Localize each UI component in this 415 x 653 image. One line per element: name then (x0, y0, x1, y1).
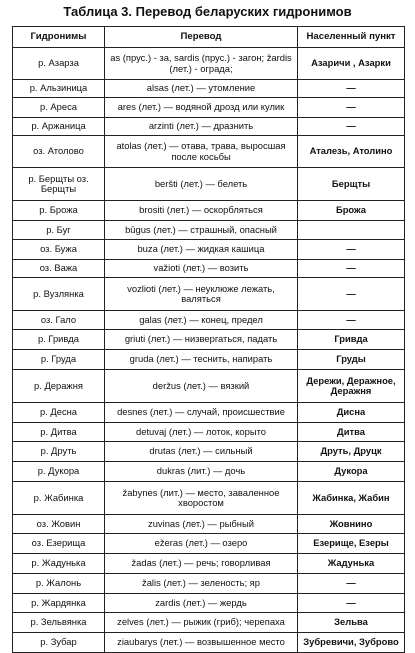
cell-hydronym: р. Жалонь (13, 574, 105, 594)
cell-settlement: Езерище, Езеры (298, 534, 405, 554)
cell-hydronym: р. Ареса (13, 98, 105, 118)
table-row (13, 370, 405, 403)
table-row (13, 613, 405, 633)
table-row (13, 403, 405, 423)
cell-settlement: — (298, 574, 405, 594)
cell-translation: gruda (лет.) — теснить, напирать (105, 350, 298, 370)
cell-settlement: — (298, 240, 405, 260)
cell-translation: zardis (лет.) — жердь (105, 594, 298, 613)
cell-translation: ares (лет.) — водяной дрозд или кулик (105, 98, 298, 118)
cell-settlement: Гривда (298, 330, 405, 350)
cell-translation: detuvaj (лет.) — лоток, корыто (105, 423, 298, 442)
cell-translation: zelves (лет.) — рыжик (гриб); черепаха (105, 613, 298, 633)
table-row (13, 168, 405, 201)
cell-translation: važioti (лет.) — возить (105, 260, 298, 278)
table-row (13, 330, 405, 350)
cell-translation: ziaubarys (лет.) — возвышенное место (105, 633, 298, 653)
cell-translation: žabynes (лит.) — место, заваленное хворостом (105, 482, 298, 515)
table-header-row (13, 27, 405, 48)
cell-settlement: Зубревичи, Зуброво (298, 633, 405, 653)
cell-translation: desnes (лет.) — случай, происшествие (105, 403, 298, 423)
cell-settlement: — (298, 311, 405, 330)
table-row (13, 260, 405, 278)
table-body (13, 48, 405, 653)
table-row (13, 80, 405, 98)
cell-settlement: — (298, 80, 405, 98)
cell-hydronym: р. Зубар (13, 633, 105, 653)
cell-hydronym: р. Буг (13, 221, 105, 240)
cell-settlement: Зельва (298, 613, 405, 633)
cell-translation: deržus (лет.) — вязкий (105, 370, 298, 403)
cell-translation: brositi (лет.) — оскорбляться (105, 201, 298, 221)
cell-settlement: Аталезь, Атолино (298, 136, 405, 168)
cell-translation: dukras (лит.) — дочь (105, 462, 298, 482)
cell-hydronym: р. Вузлянка (13, 278, 105, 311)
cell-settlement: Азаричи , Азарки (298, 48, 405, 80)
cell-settlement: — (298, 594, 405, 613)
cell-translation: alsas (лет.) — утомление (105, 80, 298, 98)
cell-hydronym: р. Дитва (13, 423, 105, 442)
header-hydronyms: Гидронимы (13, 27, 105, 48)
cell-hydronym: р. Десна (13, 403, 105, 423)
cell-hydronym: р. Жадунька (13, 554, 105, 574)
cell-translation: arzinti (лет.) — дразнить (105, 118, 298, 136)
cell-hydronym: р. Деражня (13, 370, 105, 403)
table-row (13, 350, 405, 370)
cell-hydronym: р. Груда (13, 350, 105, 370)
cell-settlement: Берщты (298, 168, 405, 201)
table-row (13, 482, 405, 515)
cell-settlement: — (298, 118, 405, 136)
cell-translation: vozlioti (лет.) — неуклюже лежать, валяться (105, 278, 298, 311)
cell-settlement: Жовнино (298, 515, 405, 534)
table-row (13, 48, 405, 80)
table-title: Таблица 3. Перевод беларуских гидронимов (63, 4, 352, 19)
cell-translation: atolas (лет.) — отава, трава, выросшая после косьбы (105, 136, 298, 168)
cell-settlement: Дукора (298, 462, 405, 482)
cell-translation: ežeras (лет.) — озеро (105, 534, 298, 554)
cell-hydronym: р. Зельвянка (13, 613, 105, 633)
hydronyms-table (12, 26, 405, 653)
cell-hydronym: р. Гривда (13, 330, 105, 350)
cell-settlement: — (298, 98, 405, 118)
cell-translation: beršti (лет.) — белеть (105, 168, 298, 201)
cell-hydronym: оз. Атолово (13, 136, 105, 168)
cell-hydronym: р. Альзиница (13, 80, 105, 98)
cell-hydronym: р. Азарза (13, 48, 105, 80)
table-row (13, 201, 405, 221)
cell-settlement: — (298, 260, 405, 278)
cell-settlement: Дережи, Деражное, Деражня (298, 370, 405, 403)
table-row (13, 136, 405, 168)
cell-hydronym: р. Друть (13, 442, 105, 462)
table-row (13, 423, 405, 442)
table-row (13, 534, 405, 554)
cell-settlement: Брожа (298, 201, 405, 221)
cell-settlement: Друть, Друцк (298, 442, 405, 462)
table-row (13, 221, 405, 240)
table-row (13, 118, 405, 136)
table-row (13, 311, 405, 330)
cell-hydronym: р. Дукора (13, 462, 105, 482)
table-row (13, 574, 405, 594)
header-settlement: Населенный пункт (298, 27, 405, 48)
cell-hydronym: р. Жабинка (13, 482, 105, 515)
cell-settlement: Жадунька (298, 554, 405, 574)
cell-hydronym: р. Берщты оз. Берщты (13, 168, 105, 201)
cell-translation: drutas (лет.) — сильный (105, 442, 298, 462)
cell-settlement: — (298, 278, 405, 311)
cell-settlement: Дисна (298, 403, 405, 423)
cell-hydronym: оз. Важа (13, 260, 105, 278)
cell-settlement: Дитва (298, 423, 405, 442)
cell-hydronym: р. Жардянка (13, 594, 105, 613)
cell-translation: žalis (лет.) — зеленость; яр (105, 574, 298, 594)
cell-translation: as (прус.) - за, sardis (прус.) - загон; žardis (лет.) - ограда; (105, 48, 298, 80)
table-row (13, 442, 405, 462)
table-row (13, 240, 405, 260)
table-row (13, 98, 405, 118)
cell-hydronym: оз. Езерища (13, 534, 105, 554)
cell-settlement (298, 221, 405, 240)
cell-settlement: Жабинка, Жабин (298, 482, 405, 515)
cell-settlement: Груды (298, 350, 405, 370)
table-row (13, 515, 405, 534)
cell-hydronym: оз. Бужа (13, 240, 105, 260)
cell-hydronym: р. Аржаница (13, 118, 105, 136)
cell-translation: žadas (лет.) — речь; говорливая (105, 554, 298, 574)
cell-translation: buza (лет.) — жидкая кашица (105, 240, 298, 260)
cell-hydronym: оз. Гало (13, 311, 105, 330)
table-row (13, 278, 405, 311)
table-row (13, 594, 405, 613)
cell-translation: zuvinas (лет.) — рыбный (105, 515, 298, 534)
cell-translation: galas (лет.) — конец, предел (105, 311, 298, 330)
cell-hydronym: оз. Жовин (13, 515, 105, 534)
header-translation: Перевод (105, 27, 298, 48)
table-row (13, 633, 405, 653)
table-row (13, 462, 405, 482)
cell-translation: griuti (лет.) — низвергаться, падать (105, 330, 298, 350)
table-row (13, 554, 405, 574)
cell-translation: būgus (лет.) — страшный, опасный (105, 221, 298, 240)
cell-hydronym: р. Брожа (13, 201, 105, 221)
